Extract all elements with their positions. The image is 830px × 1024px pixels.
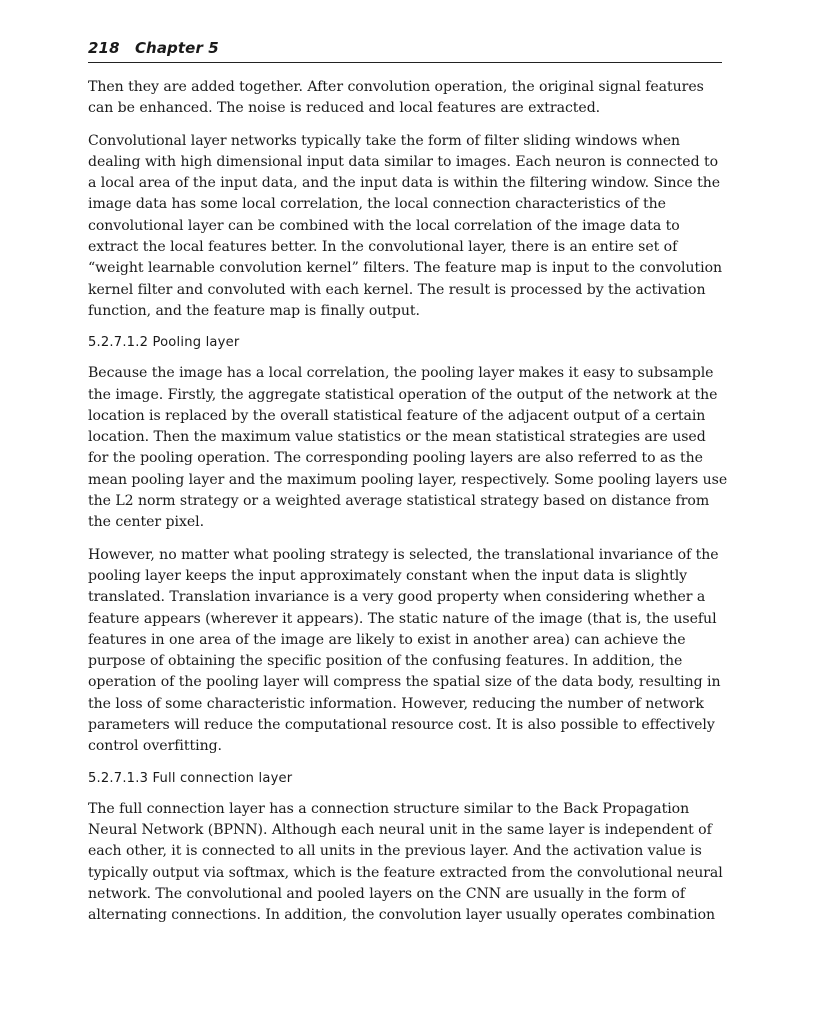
chapter-label: Chapter 5 xyxy=(134,39,219,57)
paragraph-convolutional-layer: Convolutional layer networks typically take the form of filter sliding windows when dealing with high dimensional input data similar to images. Each neuron is connected to a local area of the input data, and the input data is within the filtering window. Since the image data has some local correlation, the local connection characteristics of the convolutional layer can be combined with the local correlation of the image data to extract the local features better. In the convolutional layer, there is an entire set of “weight learnable convolution kernel” filters. The feature map is input to the convolution kernel filter and convoluted with each kernel. The result is processed by the activation function, and the feature map is finally output. xyxy=(88,132,723,319)
paragraph-translation-invariance: However, no matter what pooling strategy is selected, the translational invariance of the pooling layer keeps the input approximately constant when the input data is slightly translated. Translation invariance is a very good property when considering whether a feature appears (wherever it appears). The static nature of the image (that is, the useful features in one area of the image are likely to exist in another area) can achieve the purpose of obtaining the specific position of the confusing features. In addition, the operation of the pooling layer will compress the spatial size of the data body, resulting in the loss of some characteristic information. However, reducing the number of network parameters will reduce the computational resource cost. It is also possible to effectively control overfitting. xyxy=(88,546,721,755)
page-number: 218 xyxy=(88,39,120,57)
paragraph-pooling-layer: Because the image has a local correlation, the pooling layer makes it easy to subsample the image. Firstly, the aggregate statistical operation of the output of the network at the location is replaced by the overall statistical feature of the adjacent output of a certain location. Then the maximum value statistics or the mean statistical strategies are used for the pooling operation. The corresponding pooling layers are also referred to as the mean pooling layer and the maximum pooling layer, respectively. Some pooling layers use the L2 norm strategy or a weighted average statistical strategy based on distance from the center pixel. xyxy=(88,365,728,531)
paragraph-full-connection-layer: The full connection layer has a connection structure similar to the Back Propagation Neural Network (BPNN). Although each neural unit in the same layer is independent of each other, it is connected to all units in the previous layer. And the activation value is typically output via softmax, which is the feature extracted from the convolutional neural network. The convolutional and pooled layers on the CNN are usually in the form of alternating connections. In addition, the convolution layer usually operates combination xyxy=(88,800,723,924)
section-heading-pooling-layer: 5.2.7.1.2 Pooling layer xyxy=(88,335,240,351)
body-text xyxy=(88,77,728,937)
section-heading-full-connection-layer: 5.2.7.1.3 Full connection layer xyxy=(88,770,293,786)
running-header xyxy=(88,38,722,63)
paragraph-convolution-summary: Then they are added together. After convolution operation, the original signal features can be enhanced. The noise is reduced and local features are extracted. xyxy=(88,79,704,117)
